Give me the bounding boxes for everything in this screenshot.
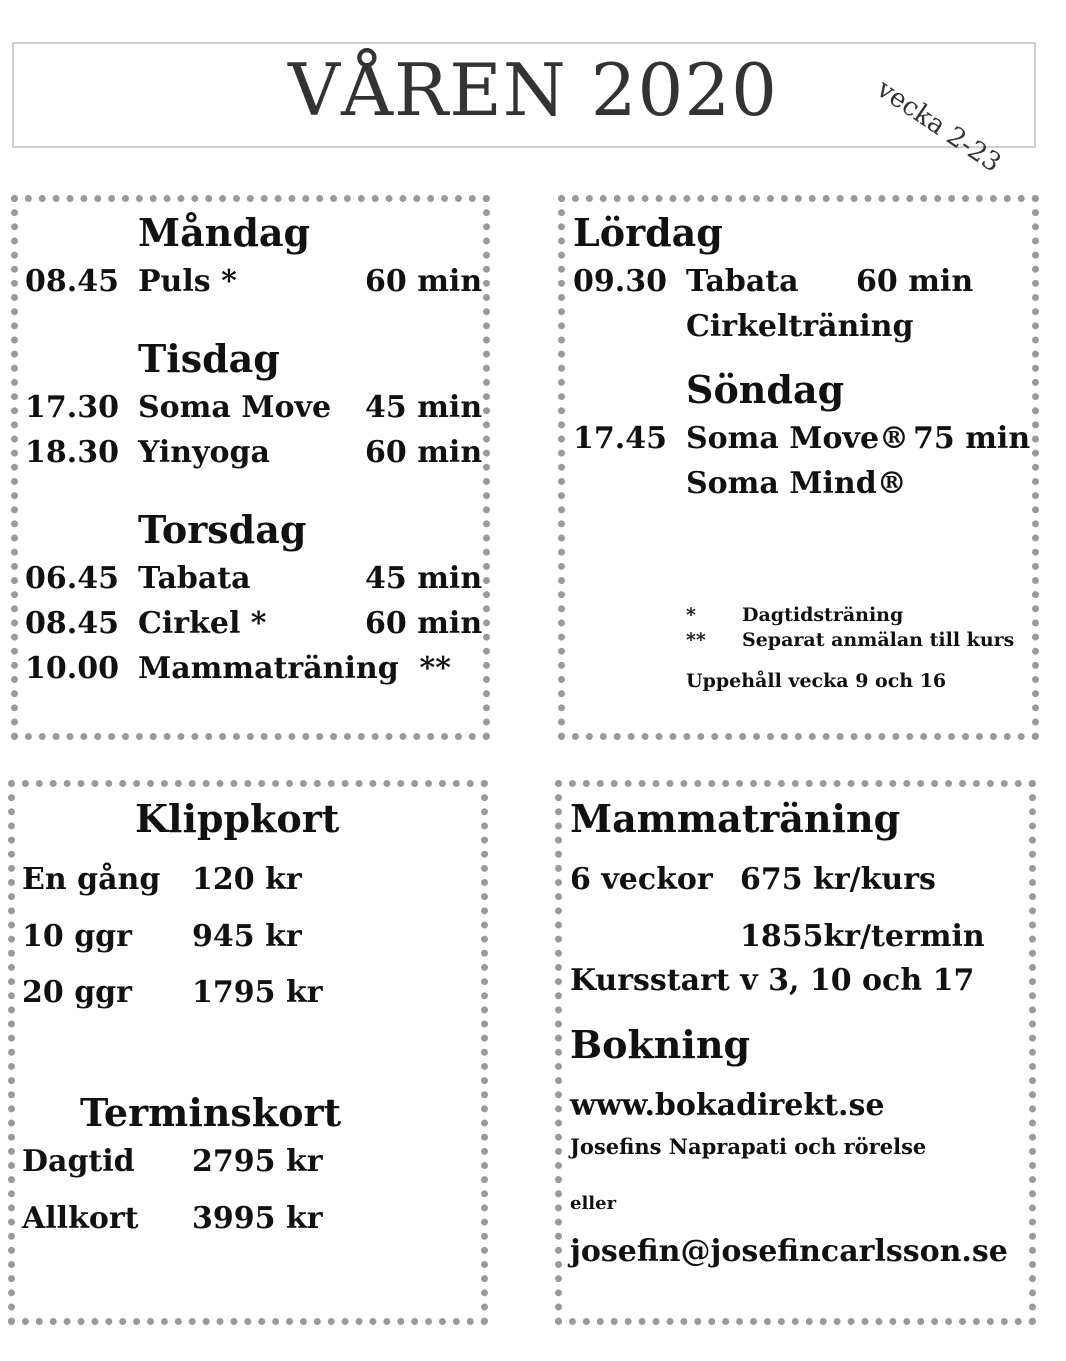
page-title: VÅREN 2020 bbox=[288, 48, 778, 132]
note-text: Dagtidsträning bbox=[742, 604, 904, 626]
class-name: Soma Move® bbox=[686, 421, 910, 456]
price-label: Allkort bbox=[22, 1201, 139, 1236]
break-note: Uppehåll vecka 9 och 16 bbox=[686, 670, 947, 692]
day-heading-monday: Måndag bbox=[138, 210, 311, 255]
class-time: 17.30 bbox=[25, 390, 119, 425]
class-duration: 75 min bbox=[913, 421, 1031, 456]
class-duration: 45 min bbox=[365, 561, 483, 596]
class-name: Tabata bbox=[138, 561, 251, 596]
price-label: Dagtid bbox=[22, 1144, 135, 1179]
mamma-course-start: Kursstart v 3, 10 och 17 bbox=[570, 963, 975, 998]
price-value: 1795 kr bbox=[192, 975, 323, 1010]
mamma-price-term: 1855kr/termin bbox=[740, 919, 985, 954]
class-duration: 60 min bbox=[365, 435, 483, 470]
terminskort-heading: Terminskort bbox=[80, 1090, 342, 1135]
day-heading-thursday: Torsdag bbox=[138, 507, 307, 552]
class-time: 06.45 bbox=[25, 561, 119, 596]
class-name: Cirkel * bbox=[138, 606, 267, 641]
note-symbol: ** bbox=[686, 629, 706, 651]
day-heading-tuesday: Tisdag bbox=[138, 336, 280, 381]
mamma-price-course: 675 kr/kurs bbox=[740, 862, 936, 897]
weeks-label: vecka 2-23 bbox=[871, 74, 1007, 179]
note-text: Separat anmälan till kurs bbox=[742, 629, 1015, 651]
class-name: Yinyoga bbox=[138, 435, 270, 470]
price-value: 2795 kr bbox=[192, 1144, 323, 1179]
class-duration: 60 min bbox=[365, 606, 483, 641]
class-name-line2: Cirkelträning bbox=[686, 309, 914, 344]
class-time: 10.00 bbox=[25, 651, 119, 686]
booking-business: Josefins Naprapati och rörelse bbox=[570, 1134, 927, 1159]
class-duration: 60 min bbox=[365, 264, 483, 299]
price-label: 20 ggr bbox=[22, 975, 132, 1010]
class-name: Soma Move bbox=[138, 390, 332, 425]
class-time: 08.45 bbox=[25, 264, 119, 299]
class-name: Tabata bbox=[686, 264, 799, 299]
price-value: 3995 kr bbox=[192, 1201, 323, 1236]
class-time: 08.45 bbox=[25, 606, 119, 641]
booking-email-link[interactable]: josefin@josefincarlsson.se bbox=[570, 1234, 1008, 1269]
note-symbol: * bbox=[686, 604, 696, 626]
day-heading-sunday: Söndag bbox=[686, 367, 845, 412]
booking-website-link[interactable]: www.bokadirekt.se bbox=[570, 1088, 885, 1123]
price-value: 120 kr bbox=[192, 862, 302, 897]
class-name: Puls * bbox=[138, 264, 237, 299]
class-duration: 60 min bbox=[856, 264, 974, 299]
class-duration: 45 min bbox=[365, 390, 483, 425]
class-time: 09.30 bbox=[573, 264, 667, 299]
mamma-heading: Mammaträning bbox=[570, 796, 901, 841]
klippkort-heading: Klippkort bbox=[135, 796, 340, 841]
price-label: 10 ggr bbox=[22, 919, 132, 954]
class-name: Mammaträning ** bbox=[138, 651, 451, 686]
mamma-label: 6 veckor bbox=[570, 862, 713, 897]
class-name-line2: Soma Mind® bbox=[686, 466, 907, 501]
day-heading-saturday: Lördag bbox=[573, 210, 723, 255]
booking-heading: Bokning bbox=[570, 1022, 751, 1067]
booking-or: eller bbox=[570, 1193, 617, 1214]
class-time: 17.45 bbox=[573, 421, 667, 456]
class-time: 18.30 bbox=[25, 435, 119, 470]
price-value: 945 kr bbox=[192, 919, 302, 954]
price-label: En gång bbox=[22, 862, 161, 897]
